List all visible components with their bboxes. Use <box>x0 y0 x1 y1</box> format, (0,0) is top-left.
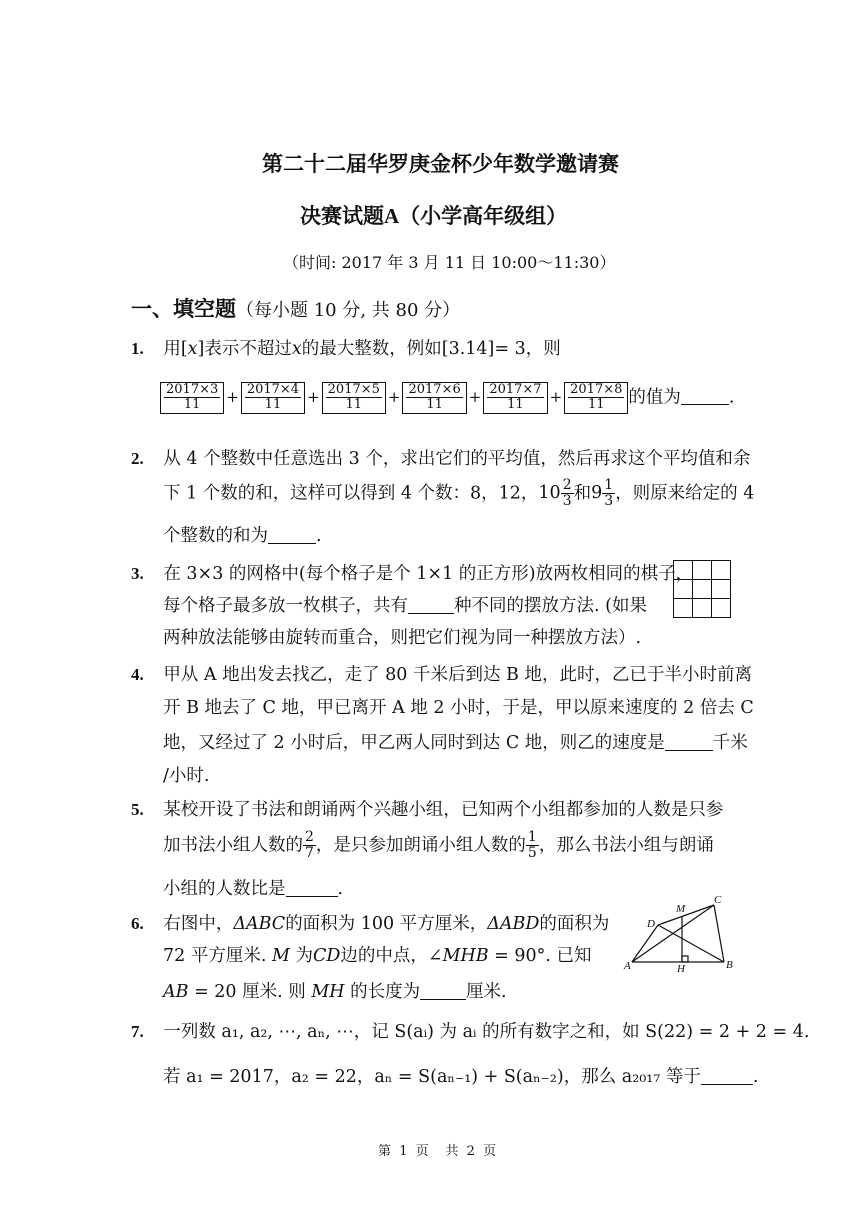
q7-text: 若 a₁ = 2017，a₂ = 22，aₙ = S(aₙ₋₁) + S(aₙ₋₂)，那么 a₂₀₁₇ 等于 <box>163 1067 701 1087</box>
q1-end: . <box>728 387 735 408</box>
question-1-line-1 <box>131 340 561 359</box>
label-m: M <box>676 903 686 915</box>
question-number: 3. <box>131 564 144 583</box>
q7-end: . <box>752 1067 759 1087</box>
fraction-numerator: 2 <box>305 829 314 845</box>
q6-text: 的面积为 100 平方厘米， <box>285 914 488 934</box>
fraction-denominator: 11 <box>264 397 282 413</box>
triangle-figure <box>618 893 748 973</box>
mixed-number <box>591 477 615 510</box>
side-dc <box>658 905 714 925</box>
question-number: 2. <box>131 449 144 468</box>
fraction-denominator: 11 <box>426 397 443 413</box>
floor-fraction <box>483 382 547 414</box>
label-h: H <box>677 963 685 975</box>
fraction-denominator: 5 <box>527 845 537 862</box>
floor-fraction <box>322 382 386 414</box>
label-a: A <box>624 960 631 972</box>
fraction-denominator: 11 <box>345 397 363 413</box>
q5-end: . <box>337 879 344 899</box>
q3-text: 两种放法能够由旋转而重合，则把它们视为同一种摆放方法）. <box>163 628 642 648</box>
fraction-denominator: 11 <box>507 397 524 413</box>
fraction-denominator: 3 <box>562 493 572 510</box>
question-4-line-3 <box>163 734 748 753</box>
floor-bracket: [x] <box>180 339 205 359</box>
question-4-line-4 <box>163 768 209 786</box>
fraction-numerator: 2017×5 <box>327 382 380 397</box>
line-db <box>658 925 724 962</box>
q5-text: ，是只参加朗诵小组人数的 <box>315 835 526 856</box>
q5-text: 某校开设了书法和朗诵两个兴趣小组，已知两个小组都参加的人数是只参 <box>163 800 724 820</box>
question-2-line-3 <box>163 527 322 546</box>
fraction-numerator: 2017×3 <box>166 382 219 397</box>
q1-example: 3.14 <box>448 339 488 359</box>
section-title: 一、填空题 <box>131 297 236 321</box>
exam-title: 第二十二届华罗庚金杯少年数学邀请赛 <box>262 152 619 176</box>
fraction <box>303 830 316 862</box>
mixed-fraction <box>602 478 615 510</box>
q2-text: ，则原来给定的 4 <box>615 483 755 504</box>
q2-text: 和 <box>573 483 592 504</box>
fraction-numerator: 2017×8 <box>570 382 623 397</box>
label-d: D <box>647 918 655 930</box>
q6-math: MHB <box>442 946 489 966</box>
q6-math: MH <box>311 982 345 1002</box>
q5-text: 小组的人数比是 <box>163 879 286 899</box>
q7-text: 一列数 a₁, a₂, ⋯, aₙ, ⋯，记 S(aᵢ) 为 aᵢ 的所有数字之和，如 S(22) = 2 + 2 = 4. <box>163 1022 810 1042</box>
mixed-whole: 10 <box>538 483 561 504</box>
floor-sum <box>160 382 628 413</box>
fraction-numerator: 2017×7 <box>489 382 542 397</box>
page-footer: 第 1 页 共 2 页 <box>378 1144 497 1159</box>
fraction-numerator: 1 <box>604 477 614 493</box>
side-ad <box>632 925 658 962</box>
q2-text: 个整数的和为 <box>163 526 268 546</box>
section-heading <box>131 293 460 323</box>
fraction <box>164 383 220 413</box>
question-3-line-3 <box>163 630 641 648</box>
label-c: C <box>714 894 722 906</box>
question-6-line-2 <box>163 948 592 966</box>
fraction <box>487 383 543 413</box>
floor-fraction <box>241 382 305 414</box>
plus-sign: + <box>549 388 563 407</box>
question-7-line-2 <box>163 1068 758 1087</box>
q6-text: 的长度为 <box>344 982 421 1002</box>
q6-text: 厘米. <box>466 982 507 1002</box>
q4-text: 地，又经过了 2 小时后，甲乙两人同时到达 C 地，则乙的速度是 <box>163 733 665 753</box>
fraction-denominator: 11 <box>587 397 605 413</box>
fraction-denominator: 7 <box>305 845 314 862</box>
question-number: 1. <box>131 339 144 358</box>
fraction <box>568 383 624 413</box>
subtitle-group-letter: A <box>384 204 400 228</box>
grid-3x3-figure <box>673 560 731 618</box>
q6-math: AB <box>163 982 189 1002</box>
q4-text: 甲从 A 地出发去找乙，走了 80 千米后到达 B 地，此时，乙已于半小时前离 <box>163 665 752 685</box>
question-5-line-3 <box>163 880 343 899</box>
q6-math: ΔABC <box>233 914 286 934</box>
exam-subtitle <box>300 200 567 230</box>
fraction-denominator: 3 <box>604 493 614 510</box>
q5-text: ，那么书法小组与朗诵 <box>538 835 714 856</box>
question-4-line-2 <box>163 700 754 718</box>
fraction-numerator: 2 <box>562 477 572 493</box>
fraction-numerator: 2017×6 <box>408 382 461 397</box>
question-1-expression <box>160 382 734 414</box>
q6-text: 72 平方厘米. <box>163 946 272 966</box>
answer-blank[interactable] <box>286 880 338 897</box>
exam-time: （时间: 2017 年 3 月 11 日 10:00～11:30） <box>283 253 616 272</box>
q2-text: 从 4 个整数中任意选出 3 个，求出它们的平均值，然后再求这个平均值和余 <box>163 449 751 469</box>
mixed-whole: 9 <box>591 483 603 504</box>
plus-sign: + <box>387 388 401 407</box>
mixed-fraction <box>561 478 574 510</box>
fraction <box>326 383 382 413</box>
q3-text: 每个格子最多放一枚棋子，共有 <box>163 596 408 616</box>
fraction <box>526 830 539 862</box>
answer-blank[interactable] <box>665 734 713 751</box>
question-3-line-2 <box>163 597 647 616</box>
question-6-line-3 <box>163 983 507 1002</box>
q6-text: = 90°. 已知 <box>488 946 592 966</box>
q6-text: 为 <box>289 946 313 966</box>
label-b: B <box>726 959 733 971</box>
q6-text: 的面积为 <box>539 914 610 934</box>
answer-blank[interactable] <box>681 388 729 405</box>
q3-text: 在 3×3 的网格中(每个格子是个 1×1 的正方形)放两枚相同的棋子， <box>163 564 694 584</box>
fraction <box>406 383 462 413</box>
question-2-line-2 <box>163 478 754 510</box>
answer-blank[interactable] <box>268 527 316 544</box>
q1-tail: 的值为 <box>628 387 681 408</box>
answer-blank[interactable] <box>408 597 454 614</box>
question-number: 4. <box>131 665 144 684</box>
question-number: 7. <box>131 1022 144 1041</box>
question-6-line-1 <box>131 915 609 934</box>
plus-sign: + <box>307 388 320 407</box>
fraction <box>245 383 301 413</box>
plus-sign: + <box>226 388 239 407</box>
q6-math: CD <box>312 946 341 966</box>
q1-text: 表示不超过 <box>204 339 292 359</box>
section-note: （每小题 10 分, 共 80 分） <box>236 300 461 321</box>
question-5-line-1 <box>131 801 723 820</box>
question-number: 5. <box>131 800 144 819</box>
side-bc <box>714 905 724 962</box>
q6-text: = 20 厘米. 则 <box>188 982 312 1002</box>
floor-fraction <box>160 382 224 414</box>
q1-var: x <box>291 339 302 359</box>
question-number: 6. <box>131 914 144 933</box>
q1-var: x <box>187 339 198 359</box>
q6-math: M <box>271 946 290 966</box>
q6-text: 边的中点，∠ <box>340 946 443 966</box>
q1-text: = 3，则 <box>494 339 561 359</box>
floor-fraction <box>564 382 628 414</box>
subtitle-text: 决赛试题 <box>300 204 384 228</box>
fraction-denominator: 11 <box>183 397 201 413</box>
subtitle-group: （小学高年级组） <box>399 204 568 228</box>
mixed-number <box>538 477 573 510</box>
q1-text: 用 <box>163 339 181 359</box>
q5-text: 加书法小组人数的 <box>163 835 303 856</box>
fraction-numerator: 1 <box>527 829 537 845</box>
q1-text: 的最大整数，例如 <box>301 339 442 359</box>
q4-text: /小时. <box>163 766 210 786</box>
question-3-line-1 <box>131 565 693 584</box>
q3-text: 种不同的摆放方法. (如果 <box>454 596 647 616</box>
question-4-line-1 <box>131 666 752 685</box>
fraction-numerator: 2017×4 <box>246 382 300 397</box>
q6-math: ΔABD <box>487 914 540 934</box>
q2-end: . <box>316 526 322 546</box>
q2-text: 下 1 个数的和，这样可以得到 4 个数：8，12， <box>163 483 539 504</box>
question-7-line-1 <box>131 1023 809 1042</box>
answer-blank[interactable] <box>701 1068 753 1085</box>
question-2-line-1 <box>131 450 750 469</box>
plus-sign: + <box>468 388 482 407</box>
answer-blank[interactable] <box>420 983 466 1000</box>
q4-text: 开 B 地去了 C 地，甲已离开 A 地 2 小时，于是，甲以原来速度的 2 倍去 C <box>163 698 754 718</box>
question-5-line-2 <box>163 830 714 862</box>
floor-fraction <box>402 382 466 414</box>
right-angle-mark <box>682 956 688 962</box>
q6-text: 右图中， <box>163 914 234 934</box>
q4-text: 千米 <box>712 733 748 753</box>
floor-bracket: [3.14] <box>441 339 495 359</box>
